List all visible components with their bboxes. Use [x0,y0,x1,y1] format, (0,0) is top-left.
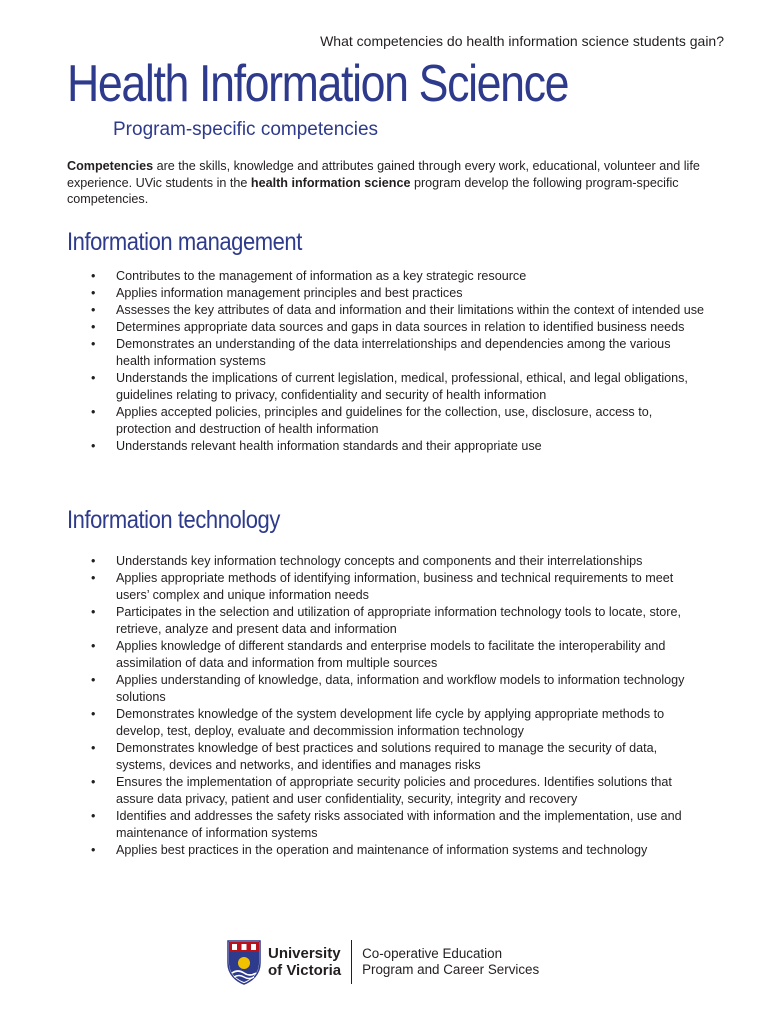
list-item: • Assesses the key attributes of data and information and their limitations within the context of intended use [0,302,706,319]
list-item: • Participates in the selection and utilization of appropriate information technology tools to locate, store, retrieve, analyze and present data and information [0,604,706,638]
list-item: • Understands relevant health information standards and their appropriate use [0,438,706,455]
department-line-2: Program and Career Services [362,962,540,977]
uvic-crest-icon [226,939,262,985]
university-name-line-1: University [268,945,341,962]
list-item: • Demonstrates an understanding of the data interrelationships and dependencies among the various health information systems [0,336,706,370]
footer-divider [351,940,352,984]
list-item: • Demonstrates knowledge of best practices and solutions required to manage the security of data, systems, devices and networks, and identifies and manages risks [0,740,706,774]
list-item: • Applies accepted policies, principles and guidelines for the collection, use, disclosure, access to, protection and destruction of health information [0,404,706,438]
list-item: • Ensures the implementation of appropriate security policies and procedures. Identifies solutions that assure data privacy, patient and user confidentiality, security, integrity and recovery [0,774,706,808]
header-question: What competencies do health information science students gain? [320,33,724,49]
page-subtitle: Program-specific competencies [113,119,379,140]
list-item: • Applies information management principles and best practices [0,285,706,302]
list-item: • Applies best practices in the operation and maintenance of information systems and technology [0,842,706,859]
intro-program: health information science [250,175,411,190]
intro-paragraph [67,158,707,208]
information-technology-list [0,553,706,859]
list-item: • Applies understanding of knowledge, data, information and workflow models to information technology solutions [0,672,706,706]
list-item: • Demonstrates knowledge of the system development life cycle by applying appropriate methods to develop, test, deploy, evaluate and decommission information technology [0,706,706,740]
department-line-1: Co-operative Education [362,945,503,961]
university-name [268,945,351,979]
list-item: • Identifies and addresses the safety risks associated with information and the implementation, use and maintenance of information systems [0,808,706,842]
university-name-line-2: of Victoria [268,962,342,979]
list-item: • Applies appropriate methods of identifying information, business and technical requirements to meet users’ complex and unique information needs [0,570,706,604]
section-heading-information-technology: Information technology [67,506,280,534]
list-item: • Contributes to the management of information as a key strategic resource [0,268,706,285]
list-item: • Determines appropriate data sources and gaps in data sources in relation to identified business needs [0,319,706,336]
list-item: • Understands the implications of current legislation, medical, professional, ethical, and legal obligations, guidelines relating to privacy, confidentiality and security of health information [0,370,706,404]
list-item: • Understands key information technology concepts and components and their interrelationships [0,553,706,570]
information-management-list [0,268,706,455]
department-name [362,946,539,979]
intro-text-1: are the skills, knowledge and attributes gained through every work, educational, volunteer and life experience. UVic students in the [67,159,700,190]
footer-logo [226,938,539,986]
intro-term: Competencies [67,159,154,173]
page-title: Health Information Science [67,55,569,113]
intro-text-2: program develop the following program-specific competencies. [67,175,679,206]
list-item: • Applies knowledge of different standards and enterprise models to facilitate the interoperability and assimilation of data and information from multiple sources [0,638,706,672]
section-heading-information-management: Information management [67,228,302,256]
